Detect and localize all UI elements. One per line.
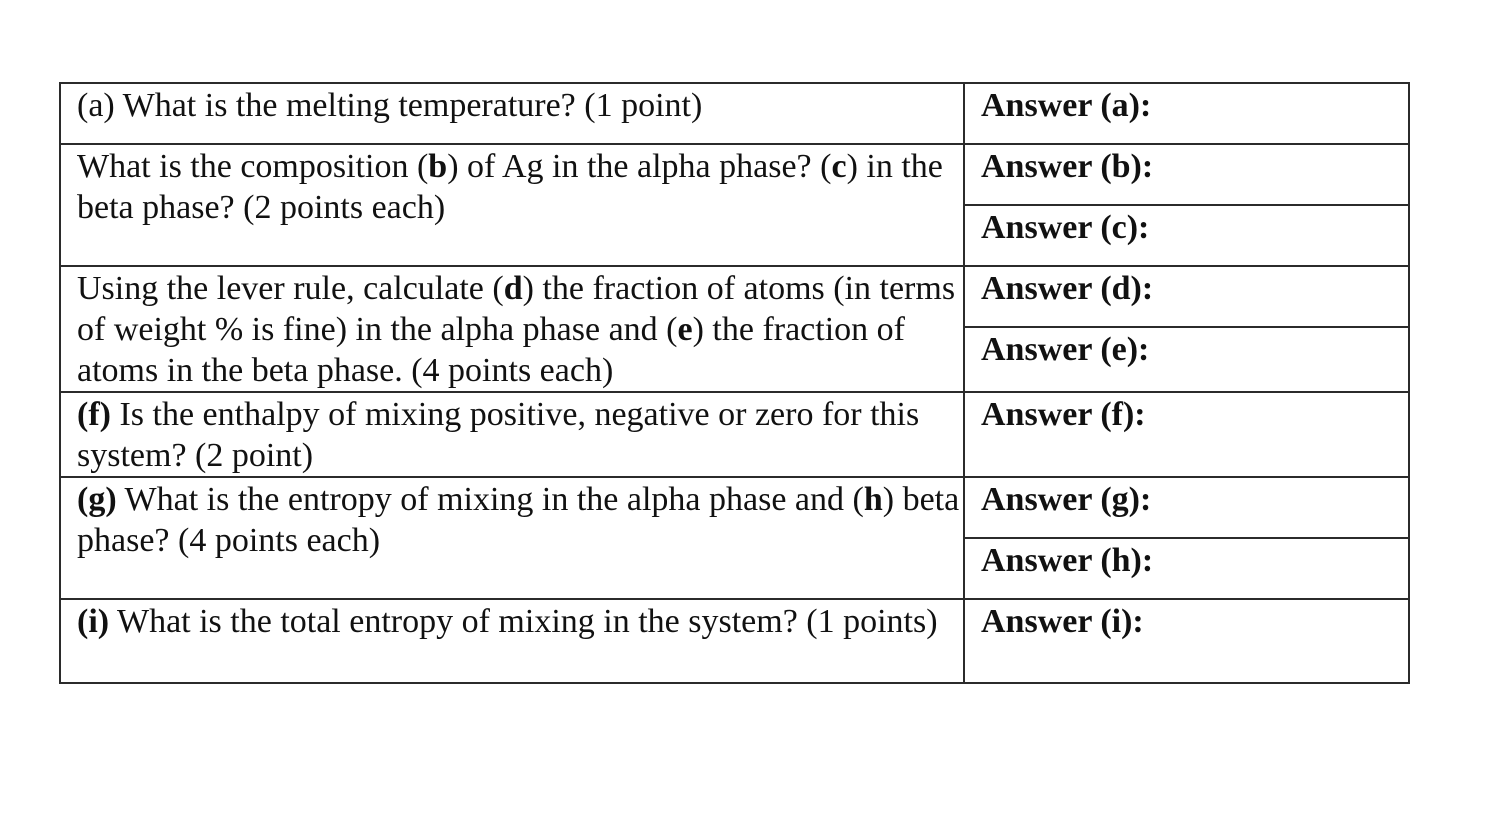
table-row: [60, 599, 1409, 683]
answer-cell-g[interactable]: [964, 477, 1409, 538]
answer-label-b: Answer (b):: [981, 148, 1154, 185]
answer-cell-a[interactable]: [964, 83, 1409, 144]
question-text-g-h: (g) What is the entropy of mixing in the alpha phase and (h) beta phase? (4 points each): [77, 481, 960, 559]
question-cell-f: [60, 392, 964, 477]
answer-cell-i[interactable]: [964, 599, 1409, 683]
answer-label-e: Answer (e):: [981, 331, 1150, 369]
answer-cell-b[interactable]: [964, 144, 1409, 205]
answer-label-f: Answer (f):: [981, 396, 1146, 433]
table-row: [60, 477, 1409, 538]
question-cell-b-c: [60, 144, 964, 266]
question-text-b-c: What is the composition (b) of Ag in the alpha phase? (c) in the beta phase? (2 points each): [77, 148, 943, 226]
question-cell-g-h: [60, 477, 964, 599]
question-cell-i: [60, 599, 964, 683]
table-row: [60, 83, 1409, 144]
question-text-d-e: Using the lever rule, calculate (d) the fraction of atoms (in terms of weight % is fine) in the alpha phase and (e) the fraction of atoms in the beta phase. (4 points each): [77, 270, 956, 389]
answer-label-h: Answer (h):: [981, 542, 1154, 579]
question-answer-table: [59, 82, 1410, 684]
table-row: [60, 144, 1409, 205]
table-row: [60, 266, 1409, 327]
answer-cell-f[interactable]: [964, 392, 1409, 477]
answer-cell-e[interactable]: [964, 327, 1409, 392]
table-row: [60, 392, 1409, 477]
answer-label-c: Answer (c):: [981, 209, 1150, 246]
question-text-f: (f) Is the enthalpy of mixing positive, negative or zero for this system? (2 point): [77, 396, 920, 474]
answer-label-d: Answer (d):: [981, 270, 1154, 307]
question-cell-a: [60, 83, 964, 144]
answer-cell-c[interactable]: [964, 205, 1409, 266]
answer-cell-d[interactable]: [964, 266, 1409, 327]
answer-cell-h[interactable]: [964, 538, 1409, 599]
question-cell-d-e: [60, 266, 964, 392]
question-text-a: (a) What is the melting temperature? (1 point): [77, 87, 703, 124]
answer-label-g: Answer (g):: [981, 481, 1152, 518]
answer-label-a: Answer (a):: [981, 87, 1152, 124]
question-text-i: (i) What is the total entropy of mixing in the system? (1 points): [77, 603, 938, 640]
answer-label-i: Answer (i):: [981, 603, 1144, 640]
